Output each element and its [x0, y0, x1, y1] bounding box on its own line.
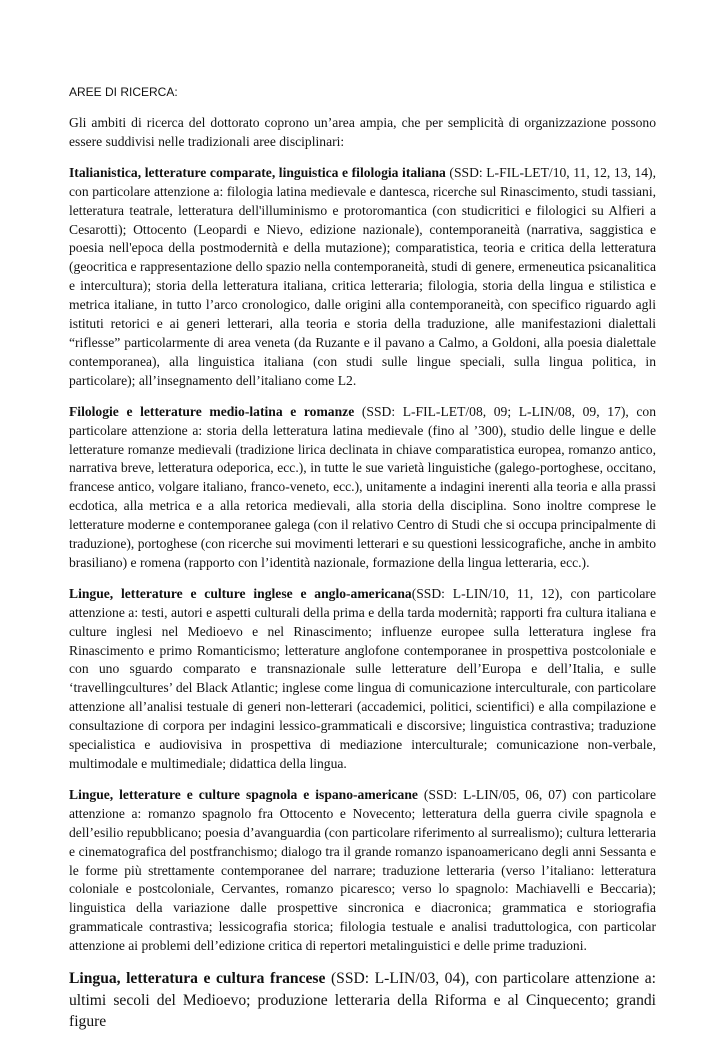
research-area-description: (SSD: L-LIN/03, 04), con particolare attenzione a: ultimi secoli del Medioevo; produzione letteraria della Riforma e al Cinquecento; grandi figure: [69, 970, 656, 1031]
research-area-description: (SSD: L-FIL-LET/10, 11, 12, 13, 14), con particolare attenzione a: filologia latina medievale e dantesca, ricerche sul Rinascimento, studi tassiani, letteratura teatrale, letteratura dell'illuminismo e protoromantica (con studicritici e filologici su Alfieri a Cesarotti); Ottocento (Leopardi e Nievo, edizione nazionale), contemporaneità (narrativa, saggistica e poesia nell'epoca della postmodernità e della mutazione); comparatistica, teoria e critica della letteratura (geocritica e rappresentazione dello spazio nella contemporaneità, studi di genere, ermeneutica psicanalitica e intercultura); storia della letteratura italiana, critica letteraria; filologia, storia della lingua e stilistica e metrica italiane, in tutto l’arco cronologico, dalle origini alla contemporaneità, con specifico riguardo agli istituti retorici e ai generi letterari, alla teoria e storia della traduzione, alle manifestazioni dialettali “riflesse” particolarmente di area veneta (da Ruzante e il pavano a Calmo, a Goldoni, alla poesia dialettale contemporanea), alla linguistica italiana (con studi sulle lingue speciali, sulla lingua politica, in particolare); all’insegnamento dell’italiano come L2.: [69, 164, 656, 388]
research-area-title: Italianistica, letterature comparate, linguistica e filologia italiana: [69, 164, 446, 180]
research-area-title: Lingue, letterature e culture spagnola e ispano-americane: [69, 786, 418, 802]
research-area-description: (SSD: L-FIL-LET/08, 09; L-LIN/08, 09, 17), con particolare attenzione a: storia della letteratura latina medievale (fino al ’300), studio delle lingue e delle letterature romanze medievali (tradizione lirica declinata in chiave comparatistica europea, romanzo antico, narrativa breve, letteratura odeporica, ecc.), in tutte le sue varietà linguistiche (galego-portoghese, occitano, francese antico, volgare italiano, franco-veneto, ecc.), unitamente a indagini inerenti alla teoria e alla prassi ecdotica, alla metrica e a alla retorica medievali, alla storia della disciplina. Sono inoltre comprese le letterature moderne e contemporanee galega (con il relativo Centro di Studi che si occupa principalmente di traduzione), portoghese (con ricerche sui movimenti letterari e su questioni lessicografiche, anche in ambito brasiliano) e romena (rapporto con l’identità nazionale, formazione della lingua letteraria, ecc.).: [69, 403, 656, 570]
research-area-title: Lingue, letterature e culture inglese e anglo-americana: [69, 585, 412, 601]
document-content: [69, 84, 656, 1045]
research-area-title: Filologie e letterature medio-latina e romanze: [69, 403, 355, 419]
research-area-description: (SSD: L-LIN/05, 06, 07) con particolare attenzione a: romanzo spagnolo fra Ottocento e Novecento; letteratura della guerra civile spagnola e dell’esilio repubblicano; poesia d’avanguardia (con particolare riferimento al surrealismo); cultura letteraria e cinematografica del postfranchismo; dialogo tra il grande romanzo ispanoamericano degli anni Sessanta e le forme più strettamente contemporanee del narrare; traduzione letteraria (verso l’italiano: letteratura coloniale e postcoloniale, Cervantes, romanzo picaresco; verso lo spagnolo: Machiavelli e Beccaria); linguistica della variazione dalle prospettive sincronica e diacronica; grammatica e storiografia grammaticale contrastiva; lessicografia storica; filologia testuale e analisi traduttologica, con particolar attenzione ai problemi dell’edizione critica di repertori metalinguistici e delle prime traduzioni.: [69, 786, 656, 954]
research-area-francese: [69, 968, 656, 1033]
research-area-description: (SSD: L-LIN/10, 11, 12), con particolare attenzione a: testi, autori e aspetti culturali della prima e della tarda modernità; rapporti fra cultura italiana e culture inglesi nel Medioevo e nel Rinascimento; influenze europee sulla letteratura inglese fra Rinascimento e primo Romanticismo; letterature anglofone contemporanee in prospettiva postcoloniale e con uno sguardo comparato e transnazionale sulle letterature dell’Europa e dell’Italia, e sulle ‘travellingcultures’ del Black Atlantic; inglese come lingua di comunicazione interculturale, con particolare attenzione all’analisi testuale di generi non-letterari (accademici, politici, scientifici) e alla compilazione e consultazione di corpora per indagini lessico-grammaticali e discorsive; linguistica contrastiva; traduzione specialistica e audiovisiva in prospettiva di mediazione interculturale; comunicazione non-verbale, multimodale e multimediale; didattica della lingua.: [69, 585, 656, 771]
research-area-italianistica: [69, 164, 656, 391]
research-area-title: Lingua, letteratura e cultura francese: [69, 970, 326, 988]
research-area-inglese: [69, 585, 656, 774]
intro-paragraph: Gli ambiti di ricerca del dottorato coprono un’area ampia, che per semplicità di organizzazione possono essere suddivisi nelle tradizionali aree disciplinari:: [69, 115, 656, 149]
research-area-spagnola: [69, 786, 656, 956]
research-area-filologie: [69, 403, 656, 573]
section-heading: AREE DI RICERCA:: [69, 85, 178, 99]
